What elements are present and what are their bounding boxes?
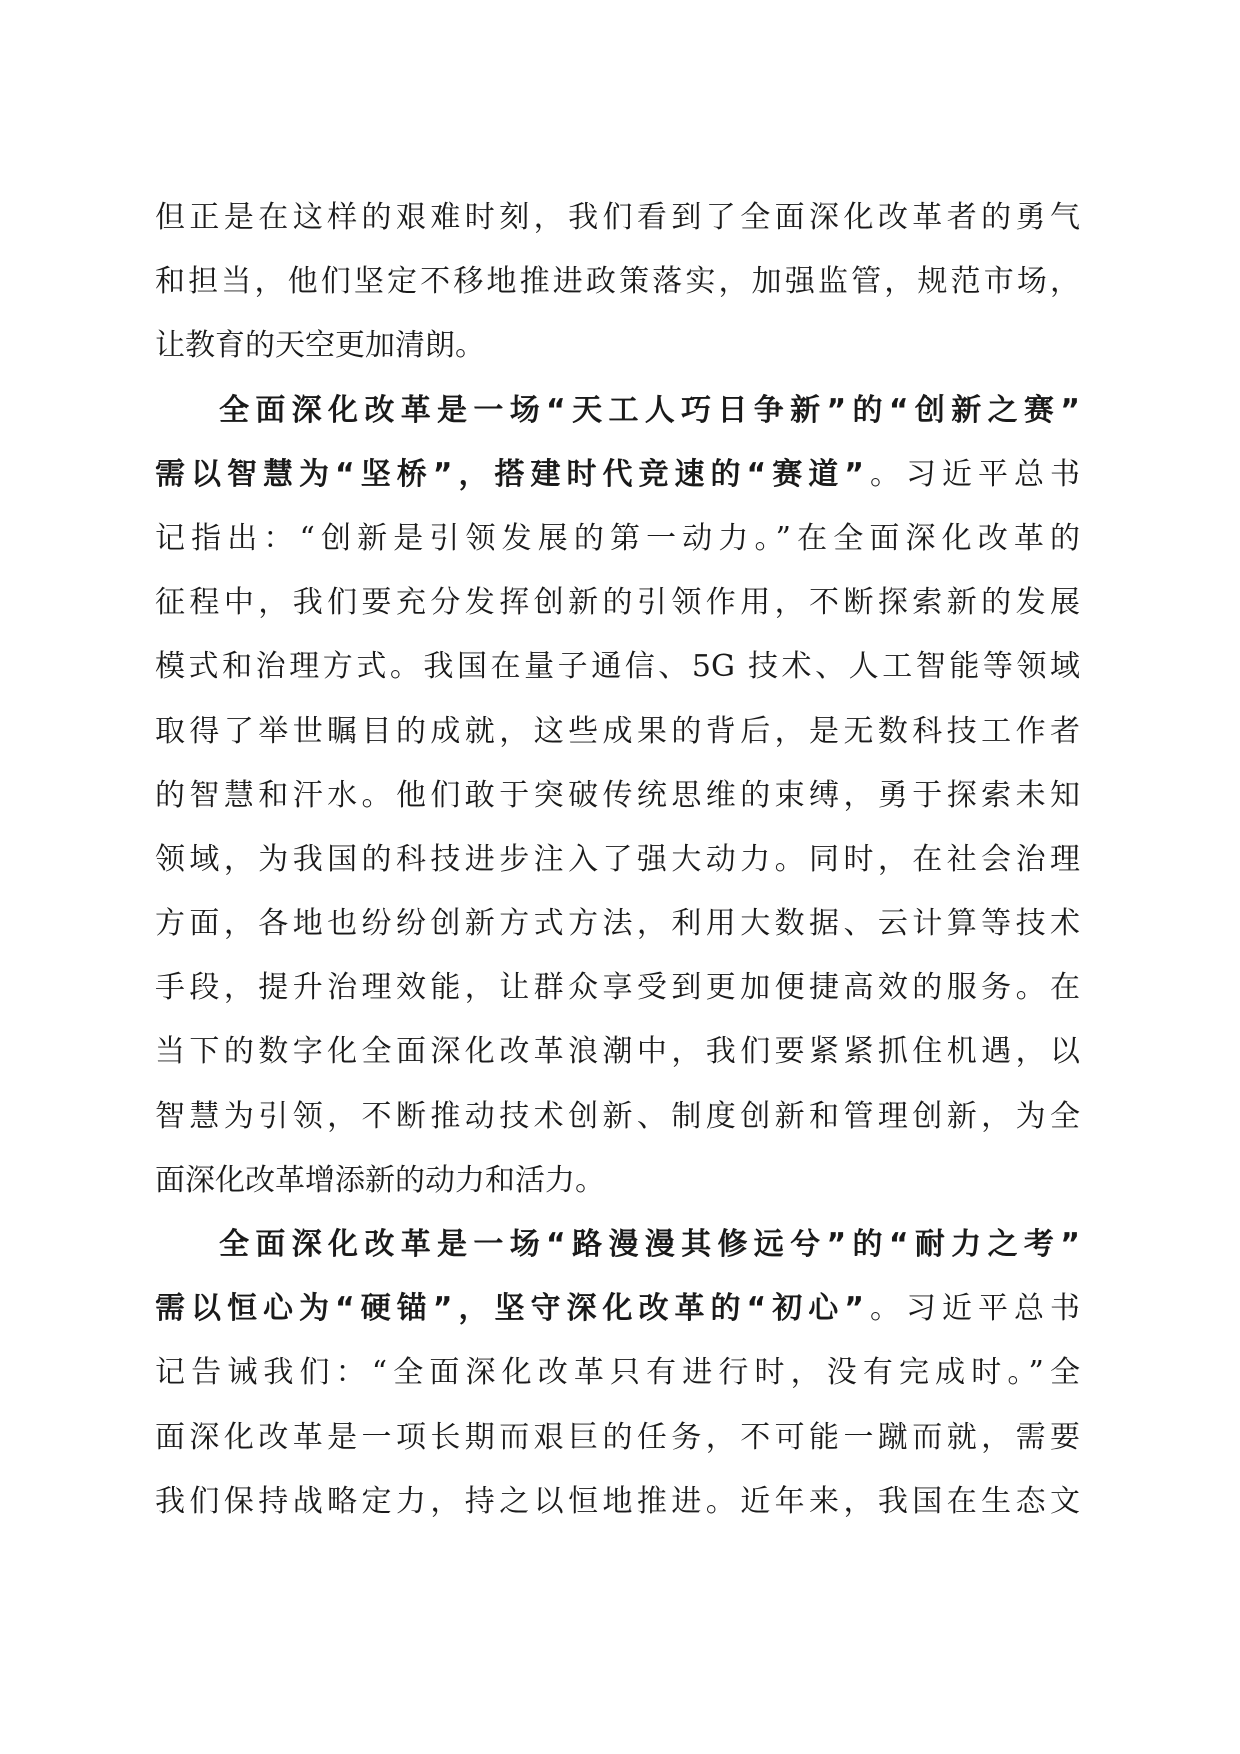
text-line: 智慧为引领，不断推动技术创新、制度创新和管理创新，为全 [155,1098,1080,1134]
paragraph-2 [155,379,1080,1213]
text-line: 我们保持战略定力，持之以恒地推进。近年来，我国在生态文 [155,1483,1080,1519]
text-line: 方面，各地也纷纷创新方式方法，利用大数据、云计算等技术 [155,906,1080,942]
heading-line: 需以智慧为“坚桥”，搭建时代竞速的“赛道”。习近平总书 [155,456,1080,492]
text-line: 记告诫我们：“全面深化改革只有进行时，没有完成时。”全 [155,1355,1080,1391]
bold-heading: 需以恒心为“硬锚”，坚守深化改革的“初心” [155,1291,864,1327]
heading-line [155,1213,1080,1277]
text-line: 让教育的天空更加清朗。 [155,328,485,364]
text-line: 模式和治理方式。我国在量子通信、5G 技术、人工智能等领域 [155,649,1080,685]
text-line: 记指出：“创新是引领发展的第一动力。”在全面深化改革的 [155,520,1080,556]
text-line: 当下的数字化全面深化改革浪潮中，我们要紧紧抓住机遇，以 [155,1034,1080,1070]
text-line: 取得了举世瞩目的成就，这些成果的背后，是无数科技工作者 [155,713,1080,749]
paragraph-1 [155,186,1080,379]
bold-heading: 需以智慧为“坚桥”，搭建时代竞速的“赛道” [155,456,864,492]
text-line: 征程中，我们要充分发挥创新的引领作用，不断探索新的发展 [155,585,1080,621]
text-line: 手段，提升治理效能，让群众享受到更加便捷高效的服务。在 [155,970,1080,1006]
document-body [155,186,1080,1534]
text-line: 但正是在这样的艰难时刻，我们看到了全面深化改革者的勇气 [155,200,1080,235]
heading-line: 需以恒心为“硬锚”，坚守深化改革的“初心”。习近平总书 [155,1291,1080,1327]
heading-line [155,379,1080,443]
bold-heading: 全面深化改革是一场“天工人巧日争新”的“创新之赛” [219,392,1080,428]
text-line: 和担当，他们坚定不移地推进政策落实，加强监管，规范市场， [155,264,1080,300]
bold-heading: 全面深化改革是一场“路漫漫其修远兮”的“耐力之考” [219,1227,1080,1262]
text-line: 领域，为我国的科技进步注入了强大动力。同时，在社会治理 [155,841,1080,877]
text-line: 面深化改革是一项长期而艰巨的任务，不可能一蹴而就，需要 [155,1419,1080,1455]
paragraph-3 [155,1213,1080,1534]
text-line: 的智慧和汗水。他们敢于突破传统思维的束缚，勇于探索未知 [155,777,1080,813]
text-line: 面深化改革增添新的动力和活力。 [155,1162,605,1198]
